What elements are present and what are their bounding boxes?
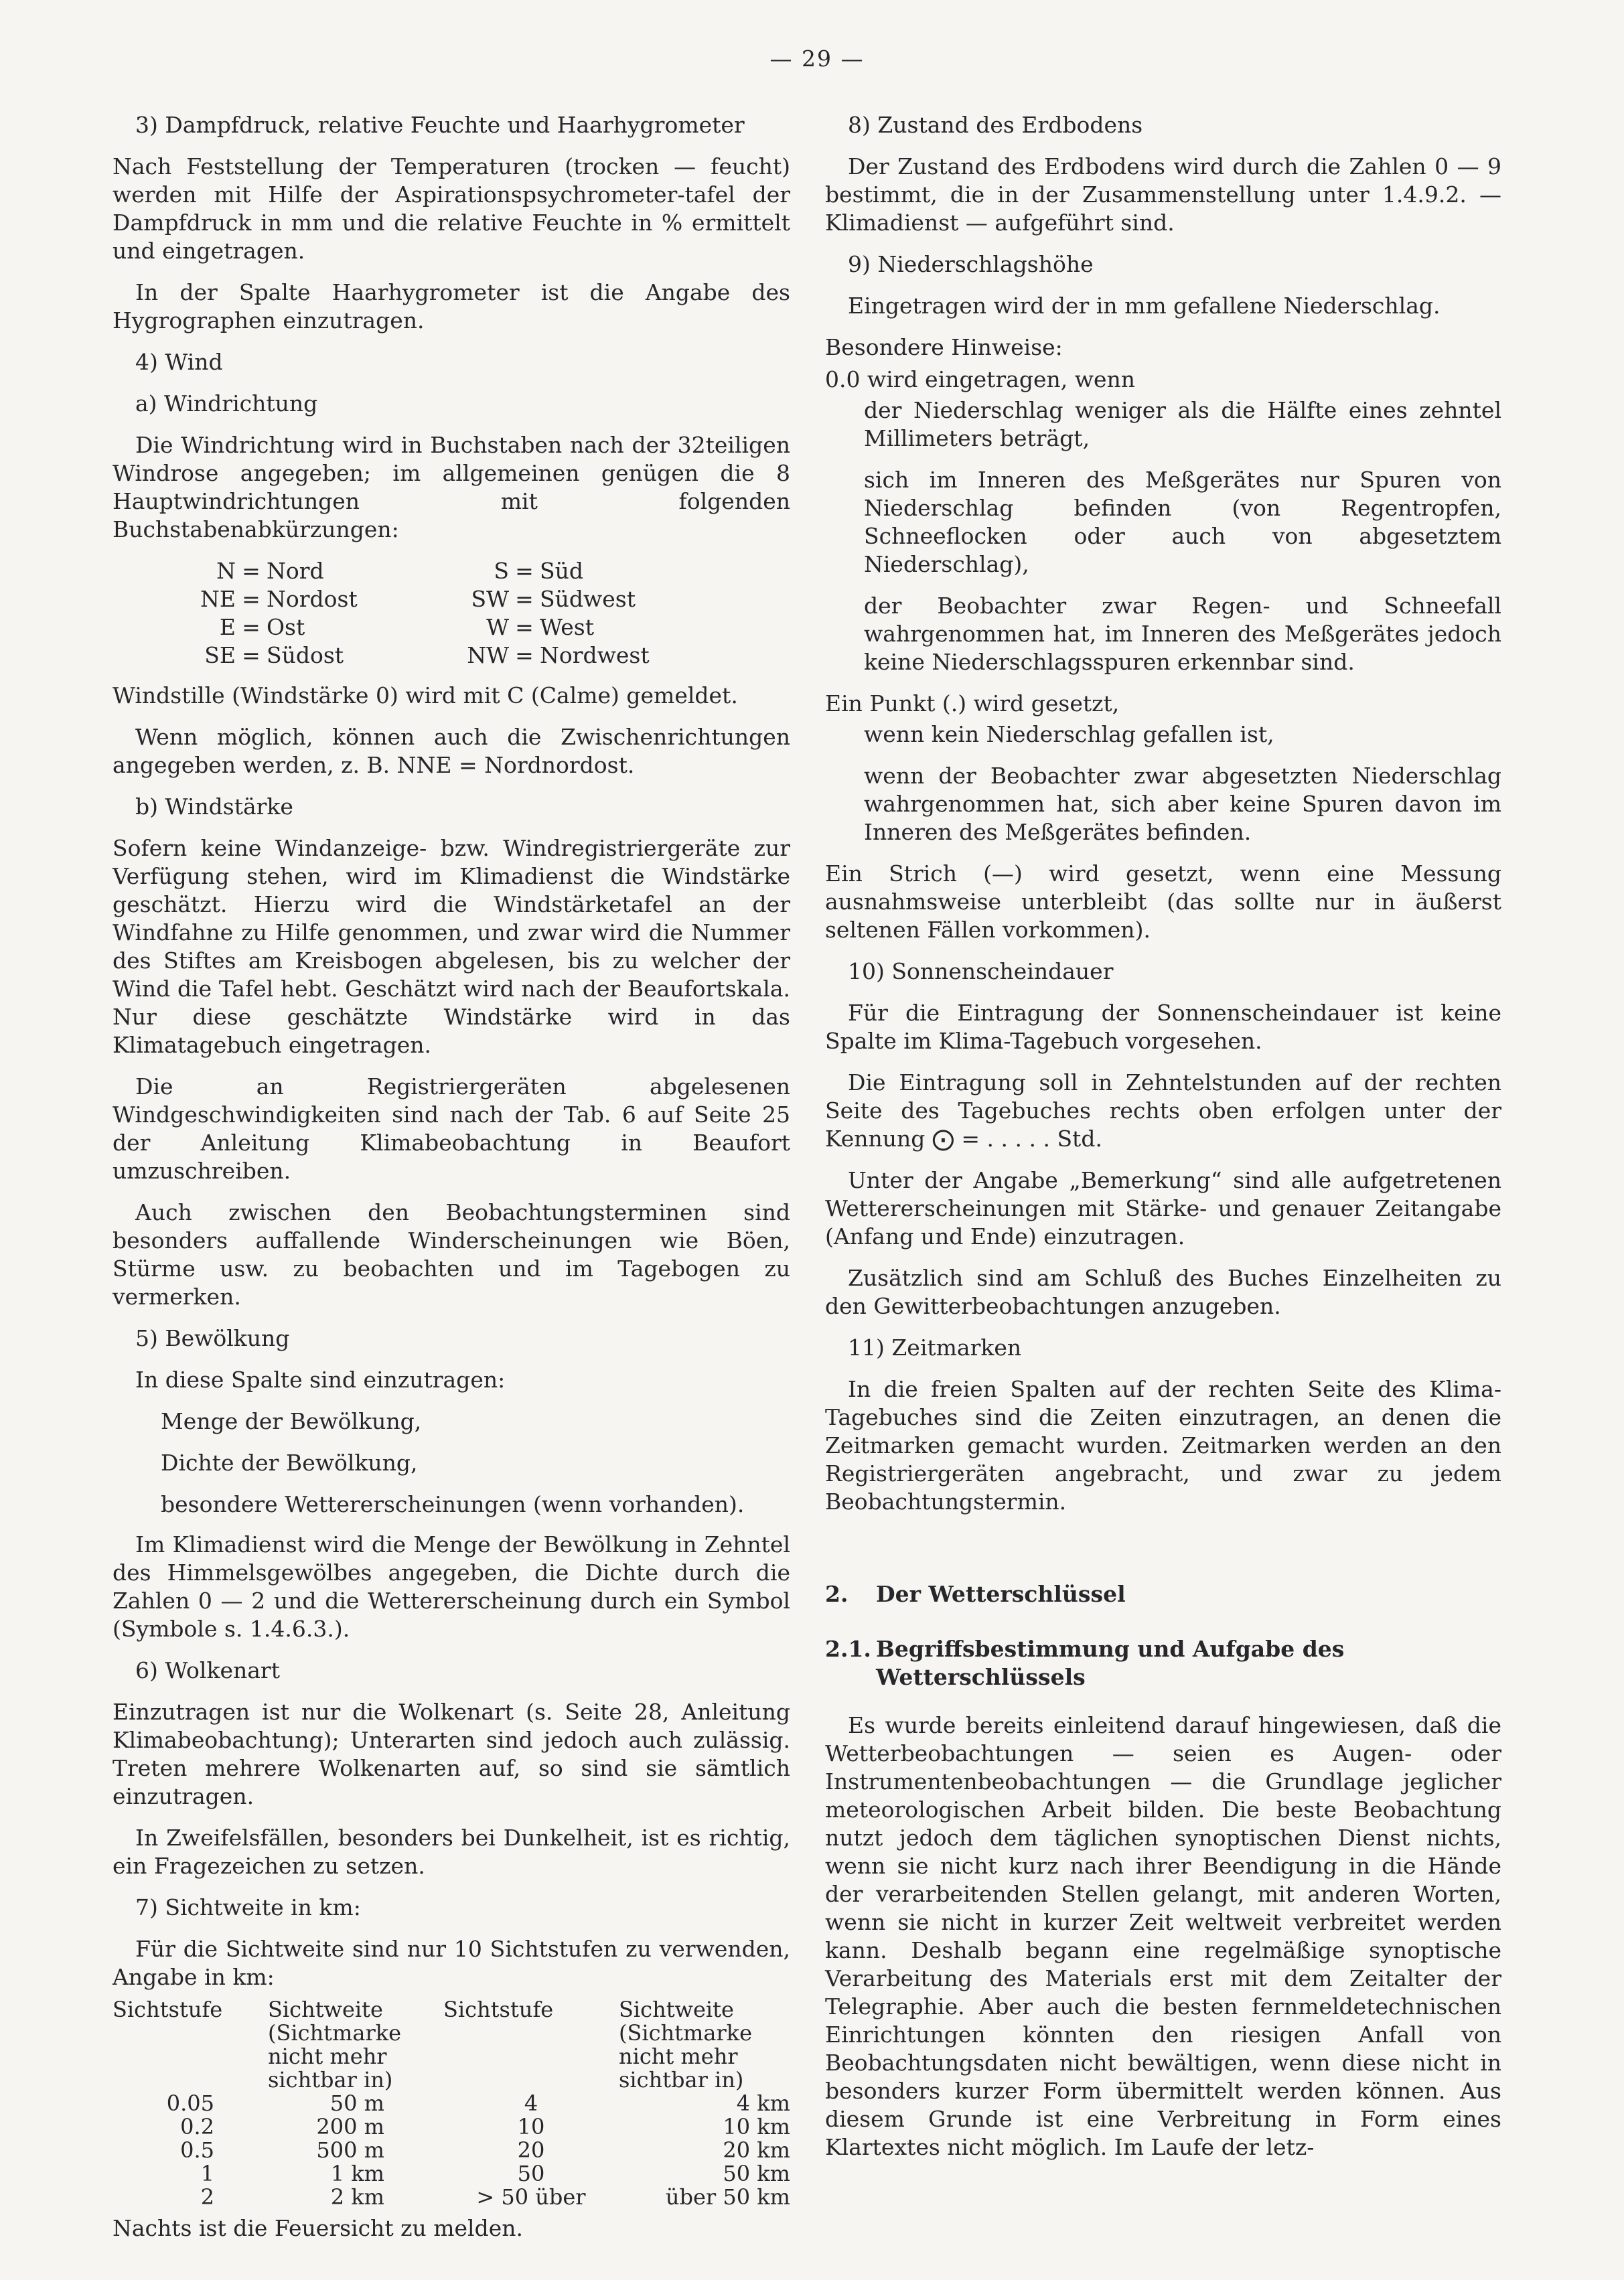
- table-cell: 2: [200, 2184, 214, 2210]
- section-5-intro: In diese Spalte sind einzutragen:: [135, 1367, 506, 1393]
- section-10-paragraph-1: Für die Eintragung der Sonnenscheindauer ist keine Spalte im Klima-Tagebuch vorgesehen.: [825, 1000, 1501, 1054]
- section-6-heading: 6) Wolkenart: [135, 1657, 280, 1683]
- section-5-paragraph-1: Im Klimadienst wird die Menge der Bewölkung in Zehntel des Himmelsgewölbes angegeben, die Dichte durch die Zahlen 0 — 2 und die Wettererscheinung durch ein Symbol (Symbole s. 1.4.6.3.).: [113, 1531, 790, 1642]
- hints-heading: Besondere Hinweise:: [825, 334, 1063, 360]
- section-4a-paragraph-3: Wenn möglich, können auch die Zwischenrichtungen angegeben werden, z. B. NNE = Nordnordost.: [113, 724, 790, 778]
- column-header: Sichtweite (Sichtmarke nicht mehr sichtbar in): [268, 1997, 402, 2093]
- chapter-number: 2.: [825, 1581, 848, 1607]
- direction-name: Nordwest: [540, 642, 650, 668]
- section-4a-paragraph-2: Windstille (Windstärke 0) wird mit C (Calme) gemeldet.: [113, 682, 738, 708]
- table-cell: 20: [517, 2137, 545, 2163]
- direction-name: Ost: [267, 614, 305, 640]
- section-8-heading: 8) Zustand des Erdbodens: [848, 112, 1143, 138]
- section-8-paragraph-1: Der Zustand des Erdbodens wird durch die Zahlen 0 — 9 bestimmt, die in der Zusammenstellung unter 1.4.9.2. — Klimadienst — aufgeführt sind.: [825, 153, 1501, 236]
- table-cell: 1 km: [330, 2161, 384, 2186]
- section-3-paragraph-2: In der Spalte Haarhygrometer ist die Angabe des Hygrographen einzutragen.: [113, 279, 790, 333]
- direction-abbrev: W: [486, 614, 509, 640]
- equals-sign: =: [242, 586, 261, 612]
- wind-direction-table: [113, 557, 790, 670]
- table-row: [113, 2092, 790, 2115]
- equals-sign: =: [242, 558, 261, 584]
- section-4-heading: 4) Wind: [135, 349, 223, 375]
- column-header: Sichtstufe: [113, 1997, 223, 2022]
- direction-name: Südost: [267, 642, 344, 668]
- table-cell: 50 km: [723, 2161, 790, 2186]
- table-cell: 200 m: [316, 2114, 384, 2139]
- direction-abbrev: E: [219, 614, 236, 640]
- section-10-paragraph-2: Die Eintragung soll in Zehntelstunden auf der rechten Seite des Tagebuches rechts oben erfolgen unter der Kennung ⨀ = . . . . . Std.: [825, 1069, 1501, 1152]
- direction-name: Süd: [540, 558, 583, 584]
- table-row: [113, 2162, 790, 2186]
- section-11-heading: 11) Zeitmarken: [848, 1335, 1022, 1361]
- right-column: [825, 111, 1501, 2175]
- table-cell: 0.5: [180, 2137, 214, 2163]
- section-11-paragraph-1: In die freien Spalten auf der rechten Seite des Klima-Tagebuches sind die Zeiten einzutragen, an denen die Zeitmarken gemacht wurden. Zeitmarken werden an den Registriergeräten angebracht, und zwar zu jedem Beobachtungstermin.: [825, 1376, 1501, 1515]
- section-4b-paragraph-1: Sofern keine Windanzeige- bzw. Windregistriergeräte zur Verfügung stehen, wird im Klimadienst die Windstärke geschätzt. Hierzu wird die Windstärketafel an der Windfahne zu Hilfe genommen, und zwar wird die Nummer des Stiftes am Kreisbogen abgelesen, bis zu welcher der Wind die Tafel hebt. Geschätzt wird nach der Beaufortskala. Nur diese geschätzte Windstärke wird in das Klimatagebuch eingetragen.: [113, 835, 790, 1058]
- table-row: [113, 2139, 790, 2162]
- table-cell: 10 km: [723, 2114, 790, 2139]
- hint-zero-intro: 0.0 wird eingetragen, wenn: [825, 366, 1136, 392]
- column-header: Sichtweite (Sichtmarke nicht mehr sichtbar in): [619, 1997, 753, 2093]
- section-9-paragraph-1: Eingetragen wird der in mm gefallene Niederschlag.: [848, 293, 1441, 319]
- table-cell: 20 km: [723, 2137, 790, 2163]
- section-7-paragraph-2: Nachts ist die Feuersicht zu melden.: [113, 2215, 523, 2241]
- list-item: der Beobachter zwar Regen- und Schneefall wahrgenommen hat, im Inneren des Meßgerätes jedoch keine Niederschlagsspuren erkennbar sind.: [864, 593, 1501, 675]
- table-cell: 0.05: [166, 2091, 214, 2116]
- direction-abbrev: SW: [471, 586, 509, 612]
- visibility-table: [113, 1998, 790, 2209]
- direction-abbrev: S: [494, 558, 509, 584]
- list-item: wenn der Beobachter zwar abgesetzten Niederschlag wahrgenommen hat, sich aber keine Spuren davon im Inneren des Meßgerätes befinden.: [864, 763, 1501, 845]
- direction-name: Nord: [267, 558, 324, 584]
- table-cell: 50: [517, 2161, 545, 2186]
- section-10-paragraph-4: Zusätzlich sind am Schluß des Buches Einzelheiten zu den Gewitterbeobachtungen anzugeben.: [825, 1265, 1501, 1319]
- table-cell: 4 km: [736, 2091, 790, 2116]
- section-3-paragraph-1: Nach Feststellung der Temperaturen (trocken — feucht) werden mit Hilfe der Aspirationspsychrometer-tafel der Dampfdruck in mm und die relative Feuchte in % ermittelt und eingetragen.: [113, 153, 790, 264]
- section-4b-paragraph-3: Auch zwischen den Beobachtungsterminen sind besonders auffallende Winderscheinungen wie Böen, Stürme usw. zu beobachten und im Tagebogen zu vermerken.: [113, 1199, 790, 1310]
- section-7-heading: 7) Sichtweite in km:: [135, 1894, 361, 1920]
- page-number: — 29 —: [769, 46, 865, 72]
- section-2-1-paragraph-1: Es wurde bereits einleitend darauf hingewiesen, daß die Wetterbeobachtungen — seien es Augen- oder Instrumentenbeobachtungen — die Grundlage jeglicher meteorologischen Arbeit bilden. Die beste Beobachtung nutzt jedoch dem täglichen synoptischen Dienst nichts, wenn sie nicht kurz nach ihrer Beendigung in die Hände der verarbeitenden Stellen gelangt, mit anderen Worten, wenn sie nicht in kurzer Zeit weltweit verbreitet werden kann. Deshalb begann eine regelmäßige synoptische Verarbeitung des Materials erst mit dem Zeitalter der Telegraphie. Aber auch die besten fernmeldetechnischen Einrichtungen könnten den riesigen Anfall von Beobachtungsdaten nicht bewältigen, wenn diese nicht in besonders kurzer Form übermittelt werden können. Aus diesem Grunde ist eine Verbreitung in Form eines Klartextes nicht möglich. Im Laufe der letz-: [825, 1712, 1501, 2160]
- table-cell: 10: [517, 2114, 545, 2139]
- list-item: der Niederschlag weniger als die Hälfte eines zehntel Millimeters beträgt,: [864, 397, 1501, 451]
- equals-sign: =: [515, 586, 534, 612]
- direction-name: Südwest: [540, 586, 636, 612]
- section-number: 2.1.: [825, 1636, 871, 1662]
- section-10-heading: 10) Sonnenscheindauer: [848, 958, 1114, 984]
- direction-abbrev: SE: [204, 642, 236, 668]
- chapter-title: Der Wetterschlüssel: [876, 1581, 1126, 1607]
- column-header: Sichtstufe: [443, 1997, 554, 2022]
- equals-sign: =: [242, 642, 261, 668]
- list-item: Menge der Bewölkung,: [161, 1408, 422, 1434]
- equals-sign: =: [515, 614, 534, 640]
- section-6-paragraph-2: In Zweifelsfällen, besonders bei Dunkelheit, ist es richtig, ein Fragezeichen zu setzen.: [113, 1825, 790, 1879]
- table-header-row: [113, 1998, 790, 2092]
- list-item: Dichte der Bewölkung,: [161, 1450, 418, 1476]
- direction-abbrev: NE: [200, 586, 236, 612]
- equals-sign: =: [515, 642, 534, 668]
- direction-abbrev: N: [216, 558, 236, 584]
- list-item: besondere Wettererscheinungen (wenn vorhanden).: [161, 1491, 745, 1517]
- section-4a-heading: a) Windrichtung: [135, 390, 318, 416]
- table-row: [113, 2115, 790, 2139]
- section-2-1-heading: [825, 1635, 1501, 1691]
- section-3-heading: 3) Dampfdruck, relative Feuchte und Haarhygrometer: [135, 112, 745, 138]
- section-4a-paragraph-1: Die Windrichtung wird in Buchstaben nach der 32teiligen Windrose angegeben; im allgemeinen genügen die 8 Hauptwindrichtungen mit folgenden Buchstabenabkürzungen:: [113, 432, 790, 542]
- hint-dot-intro: Ein Punkt (.) wird gesetzt,: [825, 690, 1120, 716]
- section-4b-paragraph-2: Die an Registriergeräten abgelesenen Windgeschwindigkeiten sind nach der Tab. 6 auf Seite 25 der Anleitung Klimabeobachtung in Beaufort umzuschreiben.: [113, 1073, 790, 1184]
- table-cell: 50 m: [329, 2091, 384, 2116]
- section-7-paragraph-1: Für die Sichtweite sind nur 10 Sichtstufen zu verwenden, Angabe in km:: [113, 1936, 790, 1990]
- equals-sign: =: [242, 614, 261, 640]
- chapter-2-heading: [825, 1580, 1501, 1608]
- section-9-heading: 9) Niederschlagshöhe: [848, 251, 1094, 277]
- section-5-heading: 5) Bewölkung: [135, 1325, 290, 1351]
- section-6-paragraph-1: Einzutragen ist nur die Wolkenart (s. Seite 28, Anleitung Klimabeobachtung); Unterarten sind jedoch auch zulässig. Treten mehrere Wolkenarten auf, so sind sie sämtlich einzutragen.: [113, 1699, 790, 1809]
- section-title: Begriffsbestimmung und Aufgabe des Wetterschlüssels: [876, 1636, 1345, 1690]
- table-cell: 1: [200, 2161, 214, 2186]
- list-item: wenn kein Niederschlag gefallen ist,: [864, 721, 1274, 747]
- equals-sign: =: [515, 558, 534, 584]
- direction-name: Nordost: [267, 586, 358, 612]
- table-cell: 4: [524, 2091, 538, 2116]
- section-4b-heading: b) Windstärke: [135, 793, 293, 820]
- table-cell: 2 km: [330, 2184, 384, 2210]
- direction-name: West: [540, 614, 594, 640]
- table-cell: > 50 über: [476, 2184, 586, 2210]
- section-10-paragraph-3: Unter der Angabe „Bemerkung“ sind alle aufgetretenen Wettererscheinungen mit Stärke- und genauer Zeitangabe (Anfang und Ende) einzutragen.: [825, 1167, 1501, 1249]
- hint-dash: Ein Strich (—) wird gesetzt, wenn eine Messung ausnahmsweise unterbleibt (das sollte nur in äußerst seltenen Fällen vorkommen).: [825, 860, 1501, 943]
- table-cell: über 50 km: [665, 2184, 790, 2210]
- direction-abbrev: NW: [467, 642, 509, 668]
- left-column: [113, 111, 790, 2256]
- table-cell: 0.2: [180, 2114, 214, 2139]
- list-item: sich im Inneren des Meßgerätes nur Spuren von Niederschlag befinden (von Regentropfen, Schneeflocken oder auch von abgesetztem Niederschlag),: [864, 467, 1501, 577]
- table-row: [113, 2186, 790, 2209]
- table-cell: 500 m: [316, 2137, 384, 2163]
